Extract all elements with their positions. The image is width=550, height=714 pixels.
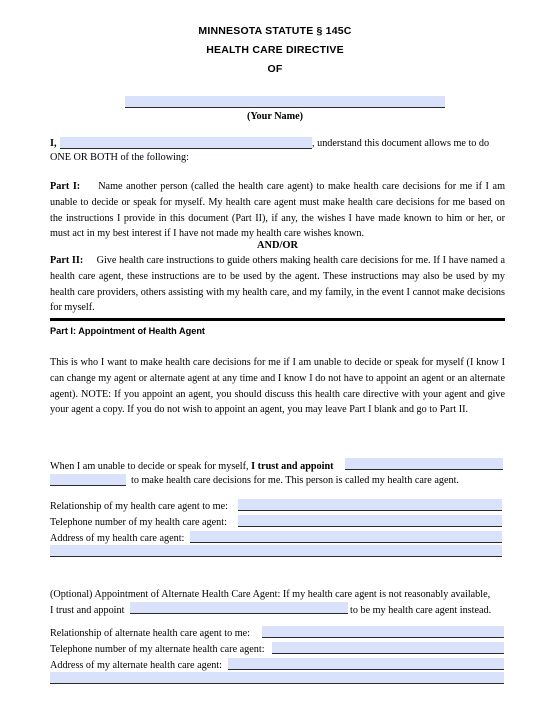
trust-prefix: When I am unable to decide or speak for myself, [50,461,252,472]
alternate-address-label: Address of my alternate health care agent: [50,660,222,671]
agent-name-field-1[interactable] [345,458,503,470]
agent-address-label: Address of my health care agent: [50,533,185,544]
and-or-heading: AND/OR [257,240,298,251]
agent-address-field-1[interactable] [190,531,502,543]
your-name-field[interactable] [125,96,445,108]
trust-line2: to make health care decisions for me. This person is called my health care agent. [131,475,459,486]
agent-address-field-2[interactable] [50,545,502,557]
statute-title: MINNESOTA STATUTE § 145C [198,25,352,37]
intro-suffix: , understand this document allows me to do [312,138,490,149]
document-title-of: OF [267,63,283,75]
part1-intro [50,179,505,242]
document-title: HEALTH CARE DIRECTIVE [206,44,344,56]
part1-label: Part I: [50,181,81,192]
declarant-name-field[interactable] [60,137,312,149]
part1-text: Name another person (called the health care agent) to make health care decisions for me if I am unable to decide or speak for myself. My health care agent must make health care decisions for me based on the instructions I provide in this document (Part II), if any, the wishes I have made known to him or her, or must act in my best interest if I have not made my health care wishes known. [50,181,505,240]
alternate-relationship-field[interactable] [262,626,504,638]
alternate-telephone-label: Telephone number of my alternate health care agent: [50,644,265,655]
part2-intro [50,253,505,316]
agent-telephone-label: Telephone number of my health care agent: [50,517,227,528]
alternate-line2-prefix: I trust and appoint [50,605,125,616]
alternate-address-field-2[interactable] [50,672,504,684]
alternate-relationship-label: Relationship of alternate health care agent to me: [50,628,250,639]
your-name-caption: (Your Name) [246,111,304,122]
trust-line [50,460,334,474]
alternate-agent-name-field[interactable] [130,602,348,614]
section1-title: Part I: Appointment of Health Agent [50,326,205,336]
alternate-line1: (Optional) Appointment of Alternate Health Care Agent: If my health care agent is not reasonably available, [50,589,491,600]
part2-label: Part II: [50,255,84,266]
part2-text: Give health care instructions to guide others making health care decisions for me. If I have named a health care agent, these instructions are to be used by the agent. These instructions may also be used by my health care providers, others assisting with my health care, and my family, in the event I cannot make decisions for myself. [50,255,505,314]
agent-telephone-field[interactable] [238,515,502,527]
trust-bold: I trust and appoint [251,461,334,472]
section-divider [50,318,505,321]
intro-prefix: I, [50,138,57,149]
intro-line2: ONE OR BOTH of the following: [50,152,189,163]
agent-relationship-field[interactable] [238,499,502,511]
alternate-address-field-1[interactable] [228,658,504,670]
agent-relationship-label: Relationship of my health care agent to me: [50,501,228,512]
section1-paragraph: This is who I want to make health care decisions for me if I am unable to decide or speak for myself (I know I can change my agent or alternate agent at any time and I know I do not have to appoint an agent or an alternate agent). NOTE: If you appoint an agent, you should discuss this health care directive with your agent and give your agent a copy. If you do not wish to appoint an agent, you may leave Part I blank and go to Part II. [50,357,505,416]
alternate-line2-suffix: to be my health care agent instead. [350,605,492,616]
agent-name-field-2[interactable] [50,474,126,486]
alternate-telephone-field[interactable] [272,642,504,654]
